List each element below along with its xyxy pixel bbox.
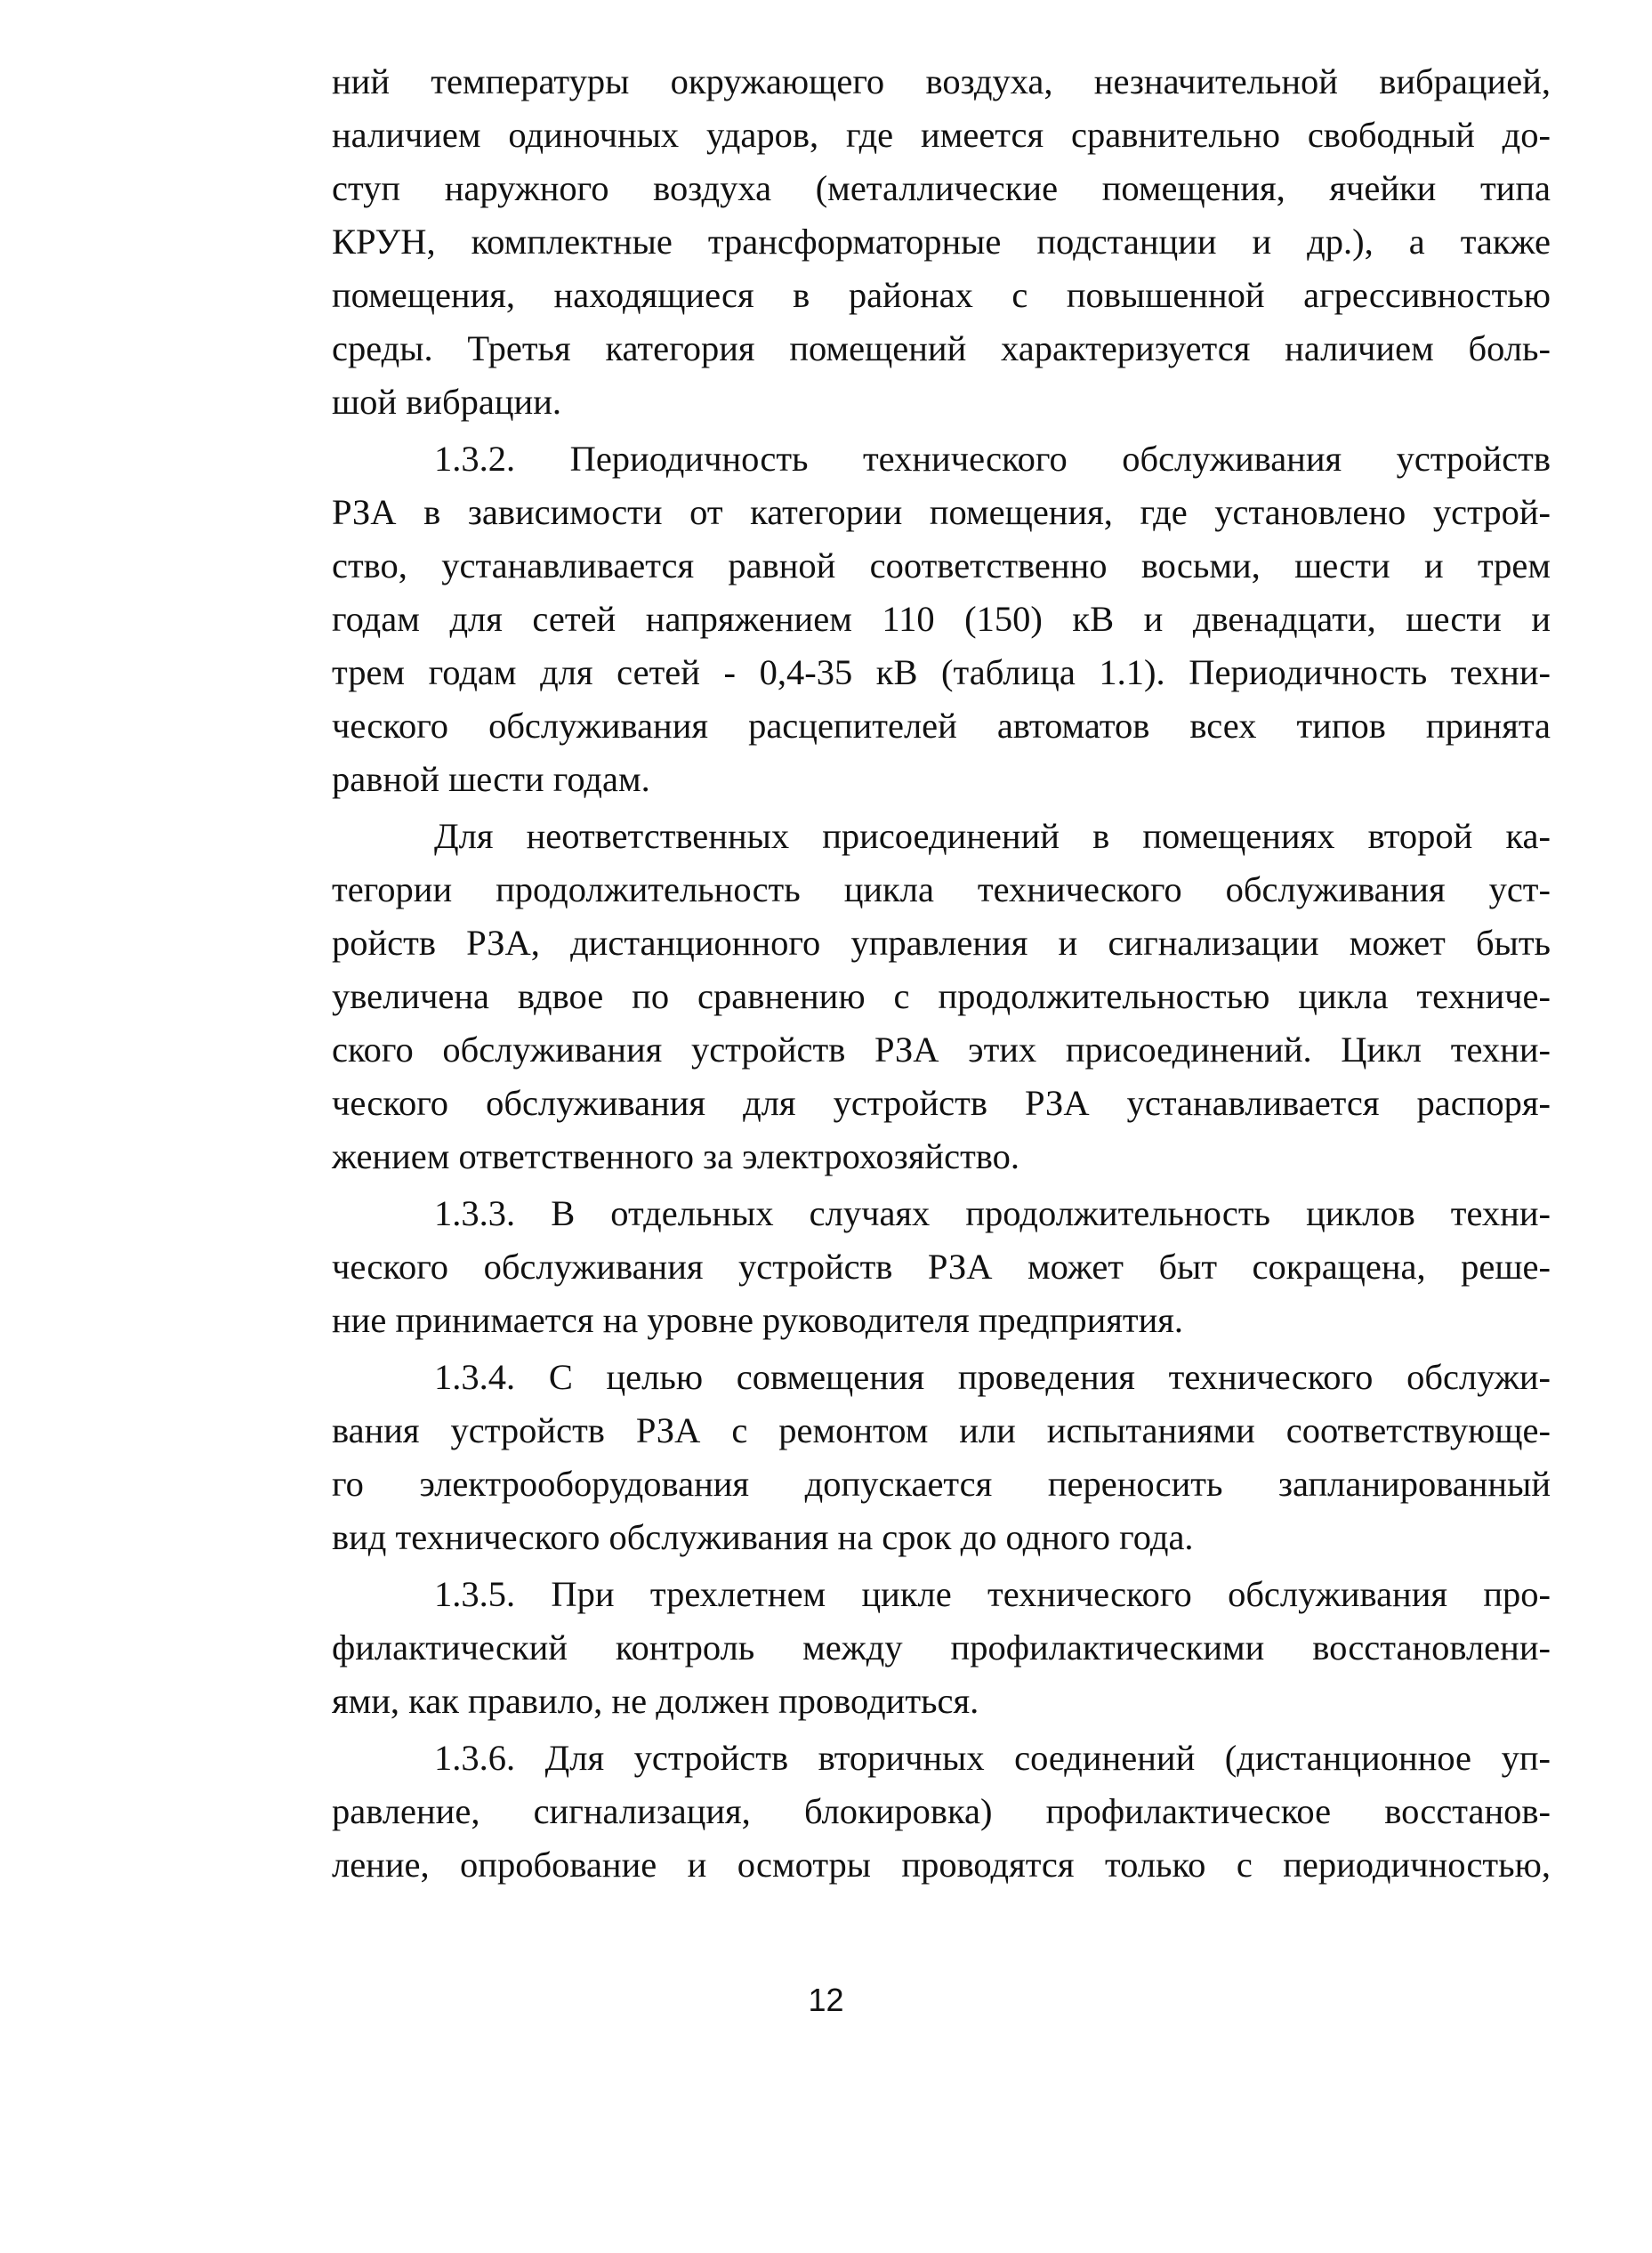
text-line: 1.3.3. В отдельных случаях продолжительность циклов техни- <box>434 1193 1551 1233</box>
paragraph-1-3-3 <box>332 1187 1551 1347</box>
text-line: среды. Третья категория помещений характеризуется наличием боль- <box>332 328 1551 368</box>
text-line: вид технического обслуживания на срок до одного года. <box>332 1517 1194 1557</box>
text-line: ческого обслуживания для устройств РЗА устанавливается распоря- <box>332 1083 1551 1123</box>
text-line: 1.3.5. При трехлетнем цикле технического обслуживания про- <box>434 1574 1551 1614</box>
text-line: трем годам для сетей - 0,4-35 кВ (таблица 1.1). Периодичность техни- <box>332 652 1551 692</box>
paragraph-1-3-6 <box>332 1732 1551 1892</box>
paragraph-1-3-4 <box>332 1351 1551 1564</box>
text-line: ступ наружного воздуха (металлические помещения, ячейки типа <box>332 168 1551 208</box>
text-line: равление, сигнализация, блокировка) профилактическое восстанов- <box>332 1791 1551 1831</box>
text-line: шой вибрации. <box>332 382 562 422</box>
document-page <box>332 55 1551 1892</box>
text-line: увеличена вдвое по сравнению с продолжительностью цикла техниче- <box>332 976 1551 1016</box>
text-line: ление, опробование и осмотры проводятся только с периодичностью, <box>332 1845 1551 1885</box>
text-line: наличием одиночных ударов, где имеется сравнительно свободный до- <box>332 115 1551 155</box>
paragraph-room-categories <box>332 55 1551 429</box>
text-line: ского обслуживания устройств РЗА этих присоединений. Цикл техни- <box>332 1030 1551 1070</box>
text-line: ями, как правило, не должен проводиться. <box>332 1681 979 1721</box>
text-line: ние принимается на уровне руководителя предприятия. <box>332 1300 1184 1340</box>
text-line: 1.3.6. Для устройств вторичных соединений (дистанционное уп- <box>434 1738 1551 1778</box>
text-line: тегории продолжительность цикла технического обслуживания уст- <box>332 869 1551 909</box>
text-line: вания устройств РЗА с ремонтом или испытаниями соответствующе- <box>332 1410 1551 1450</box>
paragraph-1-3-2 <box>332 432 1551 806</box>
text-line: Для неответственных присоединений в помещениях второй ка- <box>434 816 1551 856</box>
text-line: ческого обслуживания расцепителей автоматов всех типов принята <box>332 706 1551 746</box>
text-line: филактический контроль между профилактическими восстановлени- <box>332 1627 1551 1668</box>
paragraph-1-3-5 <box>332 1568 1551 1728</box>
text-line: жением ответственного за электрохозяйство. <box>332 1136 1020 1176</box>
text-line: помещения, находящиеся в районах с повышенной агрессивностью <box>332 275 1551 315</box>
text-line: 1.3.4. С целью совмещения проведения технического обслужи- <box>434 1357 1551 1397</box>
text-line: РЗА в зависимости от категории помещения, где установлено устрой- <box>332 492 1551 532</box>
text-line: равной шести годам. <box>332 759 650 799</box>
text-line: КРУН, комплектные трансформаторные подстанции и др.), а также <box>332 222 1551 262</box>
text-line: годам для сетей напряжением 110 (150) кВ и двенадцати, шести и <box>332 599 1551 639</box>
text-line: ство, устанавливается равной соответственно восьми, шести и трем <box>332 545 1551 585</box>
text-line: 1.3.2. Периодичность технического обслуживания устройств <box>434 439 1551 479</box>
text-line: го электрооборудования допускается переносить запланированный <box>332 1464 1551 1504</box>
page-number: 12 <box>808 1982 844 2018</box>
paragraph-non-critical-connections <box>332 810 1551 1183</box>
text-line: ческого обслуживания устройств РЗА может быт сокращена, реше- <box>332 1247 1551 1287</box>
text-line: ний температуры окружающего воздуха, незначительной вибрацией, <box>332 61 1551 101</box>
text-line: ройств РЗА, дистанционного управления и сигнализации может быть <box>332 923 1551 963</box>
